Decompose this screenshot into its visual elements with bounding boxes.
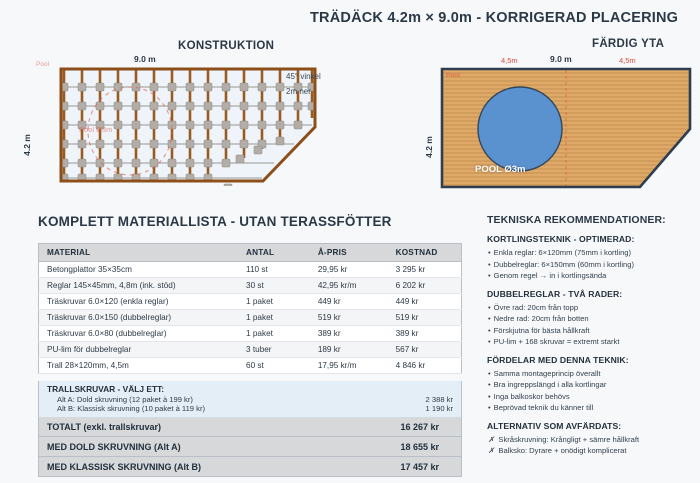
cell-kostnad: 567 kr	[388, 342, 462, 358]
reco-group-title: DUBBELREGLAR - TVÅ RADER:	[487, 288, 623, 299]
table-row	[39, 358, 462, 374]
cell-kostnad: 389 kr	[388, 326, 462, 342]
konstruktion-pool-label: Pool Ø3m	[79, 125, 113, 134]
cell-antal: 60 st	[238, 358, 310, 374]
cell-antal: 1 paket	[238, 326, 310, 342]
cell-apris: 519 kr	[310, 310, 388, 326]
cell-antal: 1 paket	[238, 294, 310, 310]
fardigyta-dim-left: 4.2 m	[423, 136, 434, 158]
fardigyta-red-note: Pool	[446, 72, 461, 79]
cell-kostnad: 4 846 kr	[388, 358, 462, 374]
table-header-row	[39, 244, 462, 262]
reco-item-text: Nedre rad: 20cm från botten	[493, 314, 589, 324]
fardigyta-dim-left-half: 4,5m	[501, 56, 518, 65]
materials-table	[38, 243, 462, 374]
cell-antal: 30 st	[238, 278, 310, 294]
bullet-icon: •	[488, 325, 491, 335]
total-amount: 18 655 kr	[400, 441, 439, 452]
total-row-excl-screws	[38, 417, 462, 437]
bullet-icon: •	[488, 248, 491, 257]
reco-item-text: Inga balkoskor behövs	[493, 391, 570, 401]
reco-item-rejected	[487, 434, 695, 446]
konstruktion-pool-label-small: Pool	[36, 61, 50, 68]
option-a-label: Alt A: Dold skruvning (12 paket à 199 kr)	[57, 395, 193, 404]
table-row	[39, 342, 462, 358]
recommendations-panel	[487, 214, 695, 464]
reco-item-text: Dubbelreglar: 6×150mm (60mm i kortling)	[493, 259, 635, 269]
reco-item	[487, 270, 695, 282]
fardigyta-pool-label: POOL Ø3m	[475, 164, 526, 175]
reco-item-text: Beprövad teknik du känner till	[493, 403, 594, 413]
reco-item-text: Samma montageprincip överallt	[493, 368, 601, 378]
annotation-2m-down: 2m ner	[286, 87, 311, 96]
konstruktion-diagram	[21, 52, 354, 192]
bullet-icon: •	[488, 302, 491, 312]
reco-item	[487, 391, 695, 403]
table-row	[39, 294, 462, 310]
cell-apris: 389 kr	[310, 326, 388, 342]
bullet-icon: •	[488, 403, 491, 413]
trallskruvar-option-a[interactable]	[47, 395, 453, 404]
page-title: TRÄDÄCK 4.2m × 9.0m - KORRIGERAD PLACERING	[310, 10, 679, 26]
table-row	[39, 326, 462, 342]
total-amount: 17 457 kr	[400, 461, 439, 472]
reco-item	[487, 313, 695, 325]
reco-item	[487, 259, 695, 271]
bullet-icon: •	[488, 271, 491, 281]
reco-group-title: FÖRDELAR MED DENNA TEKNIK:	[487, 354, 629, 365]
reco-item-rejected	[487, 445, 695, 457]
reco-item	[487, 336, 695, 348]
total-label: MED DOLD SKRUVNING (Alt A)	[47, 441, 181, 452]
cell-antal: 3 tuber	[238, 342, 310, 358]
reco-item-text: Bra ingreppslängd i alla kortlingar	[493, 380, 607, 390]
total-amount: 16 267 kr	[400, 421, 439, 432]
column-header-kostnad: KOSTNAD	[388, 244, 462, 262]
reco-group-kortlingsteknik	[487, 234, 695, 282]
trallskruvar-option-block	[38, 381, 462, 418]
recommendations-title: TEKNISKA REKOMMENDATIONER:	[487, 214, 666, 226]
reco-item-text: Förskjutna för bästa hållkraft	[493, 325, 590, 335]
fardigyta-dim-top: 9.0 m	[550, 54, 572, 64]
cell-kostnad: 519 kr	[388, 310, 462, 326]
x-mark-icon: ✗	[488, 446, 495, 456]
total-label: MED KLASSISK SKRUVNING (Alt B)	[47, 461, 202, 472]
total-label: TOTALT (exkl. trallskruvar)	[47, 421, 162, 432]
cell-apris: 42,95 kr/m	[310, 278, 388, 294]
bullet-icon: •	[488, 314, 491, 324]
column-header-antal: ANTAL	[238, 244, 310, 262]
reco-item	[487, 325, 695, 337]
table-row	[39, 278, 462, 294]
cell-material: Betongplattor 35×35cm	[39, 262, 239, 278]
bullet-icon: •	[488, 380, 491, 390]
reco-item	[487, 368, 695, 380]
cell-apris: 449 kr	[310, 294, 388, 310]
reco-group-dubbelreglar	[487, 289, 695, 348]
bullet-icon: •	[488, 259, 491, 269]
reco-item-text: Skråskruvning: Krångligt + sämre hållkraft	[498, 434, 640, 444]
cell-kostnad: 6 202 kr	[388, 278, 462, 294]
cell-kostnad: 449 kr	[388, 294, 462, 310]
x-mark-icon: ✗	[488, 434, 495, 444]
reco-item	[487, 379, 695, 391]
reco-item	[487, 402, 695, 414]
option-b-label: Alt B: Klassisk skruvning (10 paket à 119 kr)	[57, 404, 205, 414]
konstruktion-heading: KONSTRUKTION	[178, 40, 275, 52]
reco-item	[487, 247, 695, 259]
konstruktion-dim-top: 9.0 m	[134, 54, 156, 64]
reco-group-title: KORTLINGSTEKNIK - OPTIMERAD:	[487, 234, 635, 244]
cell-antal: 1 paket	[238, 310, 310, 326]
cell-material: Träskruvar 6.0×150 (dubbelreglar)	[39, 310, 239, 326]
column-header-material: MATERIAL	[39, 244, 239, 262]
fardigyta-heading: FÄRDIG YTA	[592, 38, 665, 50]
cell-material: Trall 28×120mm, 4,5m	[39, 358, 239, 374]
cell-apris: 189 kr	[310, 342, 388, 358]
konstruktion-dim-left: 4.2 m	[21, 134, 32, 156]
cell-kostnad: 3 295 kr	[388, 262, 462, 278]
fardigyta-diagram	[415, 52, 695, 192]
total-row-alt-b	[38, 457, 462, 477]
option-a-amount: 2 388 kr	[425, 395, 453, 404]
reco-group-fordelar	[487, 355, 695, 414]
cell-apris: 17,95 kr/m	[310, 358, 388, 374]
bullet-icon: •	[488, 391, 491, 401]
column-header-apris: Å-PRIS	[310, 244, 388, 262]
cell-material: Träskruvar 6.0×80 (dubbelreglar)	[39, 326, 239, 342]
option-b-amount: 1 190 kr	[425, 404, 453, 414]
materials-section-title: KOMPLETT MATERIALLISTA - UTAN TERASSFÖTTER	[38, 214, 392, 229]
reco-item-text: Övre rad: 20cm från topp	[493, 302, 579, 312]
reco-item-text: PU-lim + 168 skruvar = extremt starkt	[493, 337, 620, 347]
cell-material: PU-lim för dubbelreglar	[39, 342, 239, 358]
reco-item-text: Genom regel → in i kortlingsända	[493, 271, 607, 281]
bullet-icon: •	[488, 368, 491, 378]
fardigyta-dim-right-half: 4,5m	[619, 56, 636, 65]
cell-antal: 110 st	[238, 262, 310, 278]
cell-material: Träskruvar 6.0×120 (enkla reglar)	[39, 294, 239, 310]
trallskruvar-option-b[interactable]	[47, 404, 453, 413]
reco-group-title: ALTERNATIV SOM AVFÄRDATS:	[487, 420, 622, 431]
annotation-45-degree: 45° vinkel	[286, 72, 321, 81]
bullet-icon: •	[488, 337, 491, 347]
trallskruvar-title: TRALLSKRUVAR - VÄLJ ETT:	[47, 384, 165, 394]
table-row	[39, 310, 462, 326]
total-row-alt-a	[38, 437, 462, 457]
cell-material: Reglar 145×45mm, 4,8m (ink. stöd)	[39, 278, 239, 294]
cell-apris: 29,95 kr	[310, 262, 388, 278]
reco-group-avfardats	[487, 421, 695, 457]
reco-item-text: Balksko: Dyrare + onödigt komplicerat	[498, 446, 627, 456]
reco-item	[487, 302, 695, 314]
table-row	[39, 262, 462, 278]
reco-item-text: Enkla reglar: 6×120mm (75mm i kortling)	[493, 248, 632, 257]
